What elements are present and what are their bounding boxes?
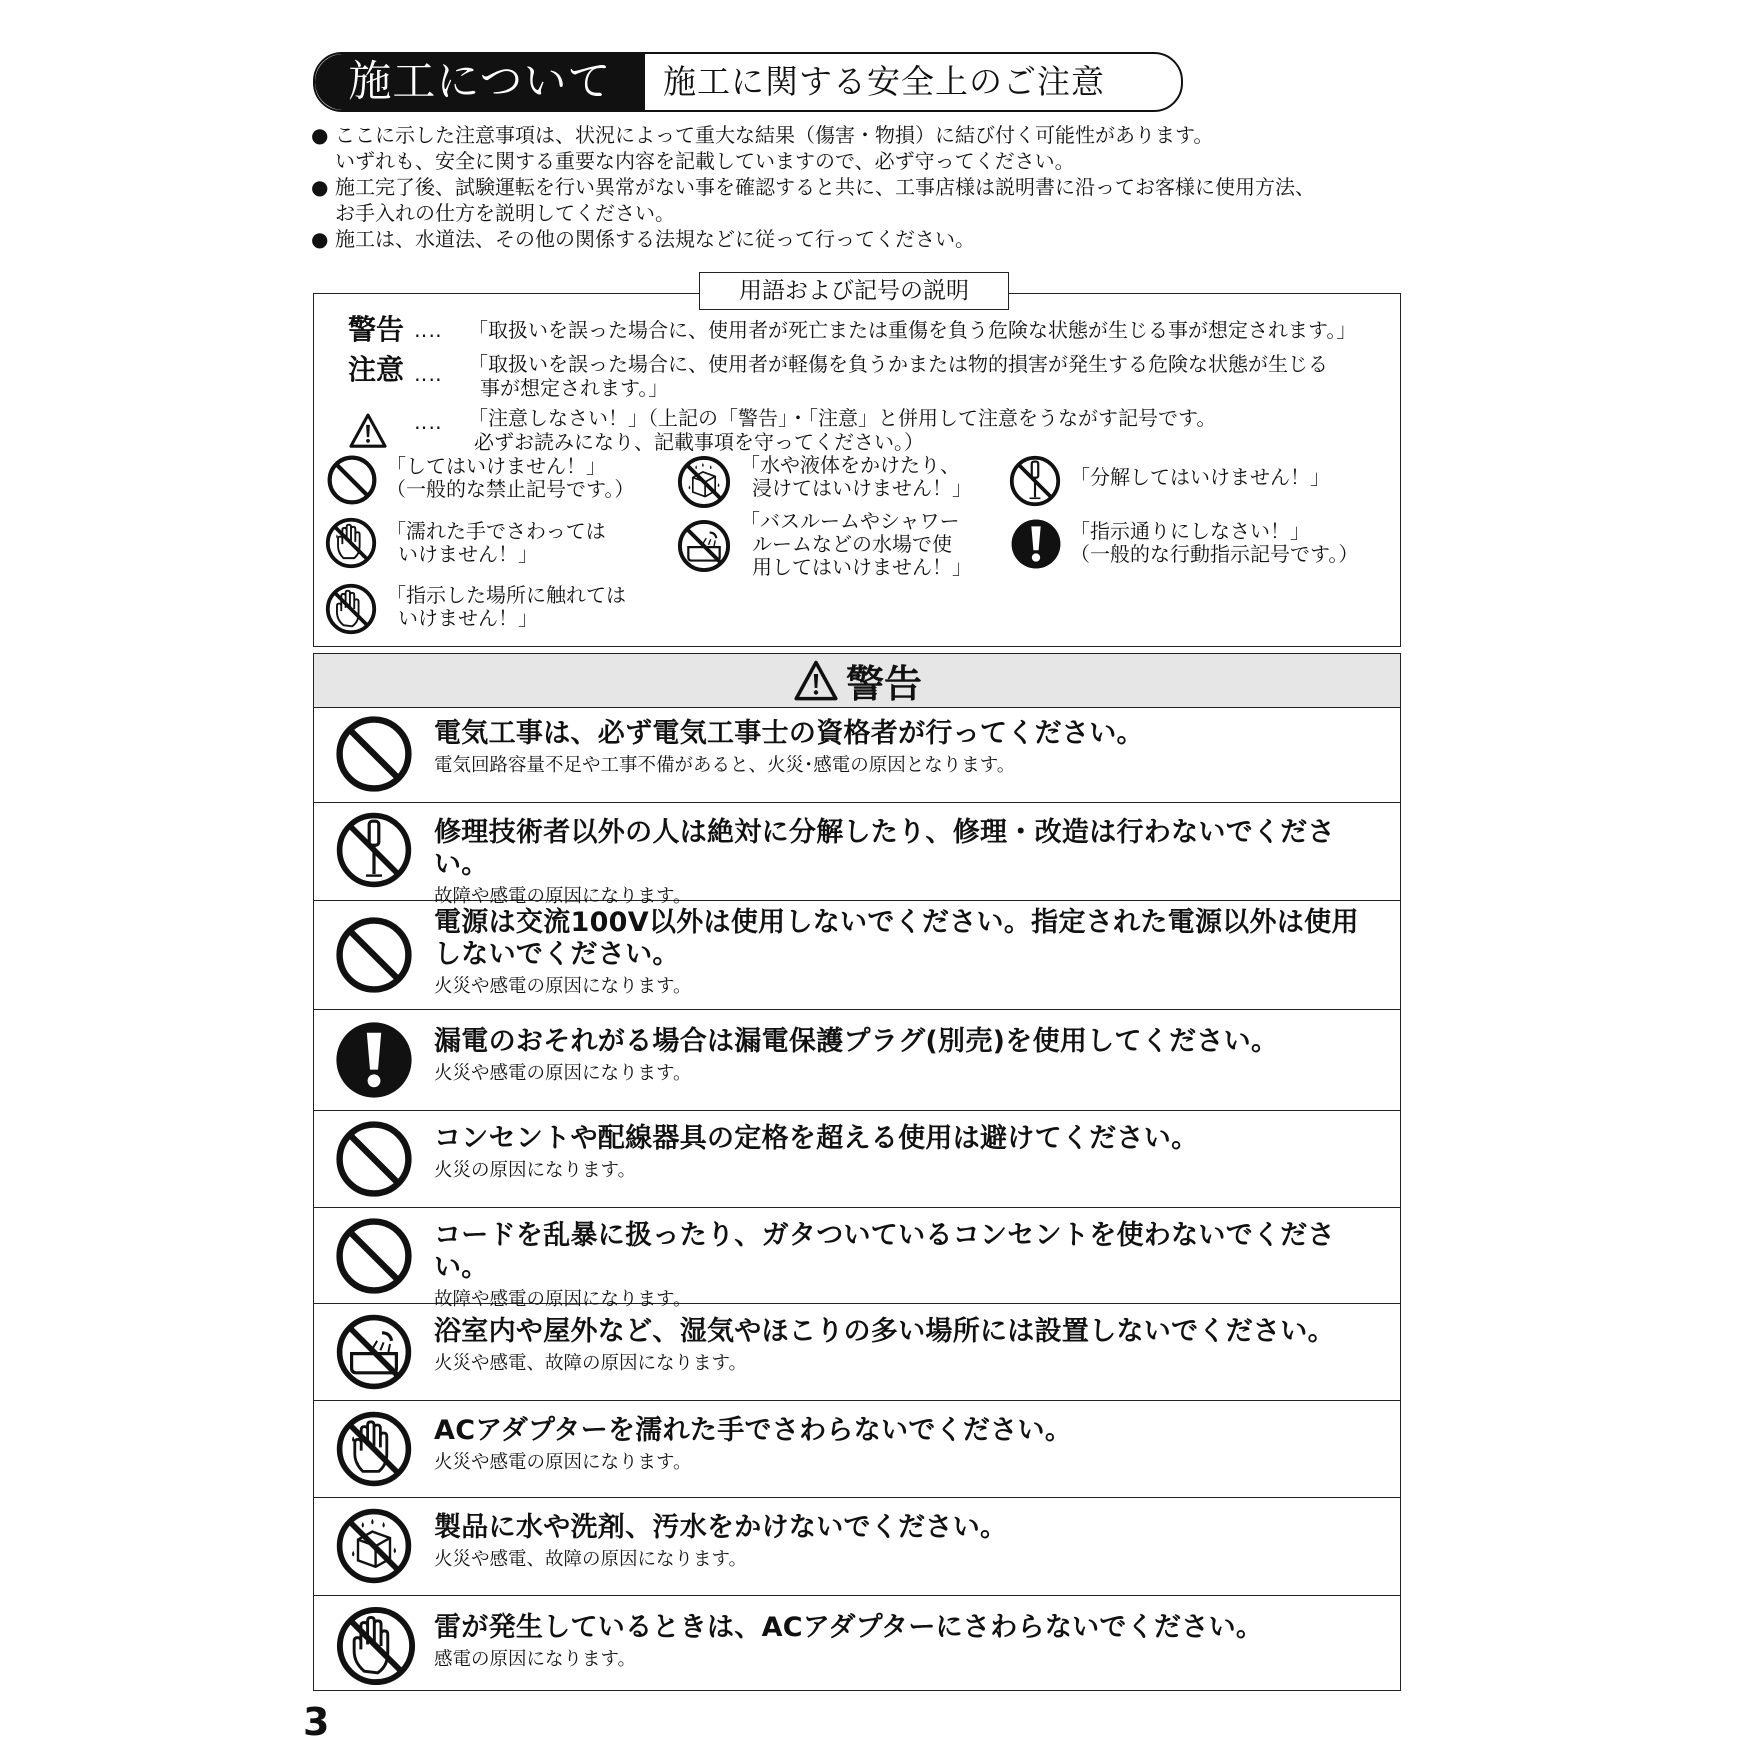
warning-sub: 火災や感電の原因になります。	[434, 1063, 692, 1084]
term-word: 警告	[348, 313, 405, 346]
no-bathroom-icon	[334, 1312, 414, 1392]
symbol-text: いけません！」	[398, 606, 538, 630]
warning-main: 修理技術者以外の人は絶対に分解したり、修理・改造は行わないでください。	[434, 817, 1335, 880]
term-caution-symbol	[348, 406, 1216, 457]
intro-notes	[311, 122, 1411, 252]
warning-main: 雷が発生しているときは、ACアダプターにさわらないでください。	[434, 1612, 1264, 1643]
warning-sub: 感電の原因になります。	[434, 1649, 637, 1670]
symbol-text: いけません！」	[398, 542, 538, 566]
note-2: ● 施工完了後、試験運転を行い異常がない事を確認すると共に、工事店様は説明書に沿ってお客様に使用方法、	[311, 174, 1411, 200]
symbol-text: 「指示通りにしなさい！」	[1070, 519, 1310, 543]
term-text-block	[468, 352, 1328, 400]
warning-sub: 火災や感電の原因になります。	[434, 976, 692, 997]
prohibited-icon	[334, 1119, 414, 1199]
page-number: 3	[303, 1700, 330, 1744]
prohibited-icon	[334, 714, 414, 794]
symbol-text: ルームなどの水場で使	[752, 532, 952, 556]
prohibited-icon	[326, 454, 378, 506]
symbol-text: （一般的な禁止記号です。）	[386, 477, 635, 501]
term-dots: ‥‥	[414, 318, 443, 342]
mandatory-icon	[334, 1020, 414, 1100]
mandatory-icon	[1010, 518, 1062, 570]
no-water-icon	[334, 1506, 414, 1586]
warning-main: 浴室内や屋外など、湿気やほこりの多い場所には設置しないでください。	[434, 1316, 1335, 1347]
warning-row	[314, 1401, 1400, 1498]
legend-symbol	[676, 454, 972, 510]
term-warning	[348, 314, 1356, 346]
legend-symbol	[326, 454, 634, 506]
warning-row	[314, 1208, 1400, 1310]
warning-main: 製品に水や洗剤、汚水をかけないでください。	[434, 1512, 1008, 1543]
warning-header	[314, 654, 1400, 708]
warning-main: 電源は交流100V以外は使用しないでください。指定された電源以外は使用	[434, 907, 1359, 938]
legend-box	[313, 278, 1401, 647]
warning-row	[314, 1304, 1400, 1401]
section-subtitle: 施工に関する安全上のご注意	[663, 62, 1105, 101]
warning-main: コンセントや配線器具の定格を超える使用は避けてください。	[434, 1123, 1199, 1154]
symbol-text: 用してはいけません！」	[752, 555, 972, 579]
legend-symbol	[324, 516, 606, 570]
warning-main: ACアダプターを濡れた手でさわらないでください。	[434, 1415, 1073, 1446]
warning-sub: 故障や感電の原因になります。	[434, 1289, 692, 1310]
warning-sub: 火災や感電、故障の原因になります。	[434, 1549, 748, 1570]
no-touch-icon	[324, 582, 378, 636]
warning-main: 電気工事は、必ず電気工事士の資格者が行ってください。	[434, 718, 1144, 749]
prohibited-icon	[334, 1216, 414, 1296]
warning-sub: 火災や感電、故障の原因になります。	[434, 1353, 748, 1374]
term-text: 「取扱いを誤った場合に、使用者が死亡または重傷を負う危険な状態が生じる事が想定されます。」	[468, 318, 1357, 342]
no-disassembly-icon	[334, 810, 414, 890]
no-wet-hands-icon	[334, 1409, 414, 1489]
caution-triangle-icon	[348, 406, 414, 457]
term-text-block	[468, 406, 1216, 457]
no-water-icon	[676, 454, 732, 510]
warning-main: 漏電のおそれがる場合は漏電保護プラグ(別売)を使用してください。	[434, 1026, 1279, 1057]
symbol-text: 浸けてはいけません！」	[752, 476, 972, 500]
term-text: 「取扱いを誤った場合に、使用者が軽傷を負うかまたは物的損害が発生する危険な状態が生じる	[468, 352, 1328, 376]
no-wet-hands-icon	[324, 516, 378, 570]
warning-row	[314, 1498, 1400, 1596]
note-2-cont: お手入れの仕方を説明してください。	[335, 201, 675, 225]
legend-symbol	[1008, 454, 1330, 508]
section-header	[313, 52, 1183, 112]
warning-row	[314, 1111, 1400, 1208]
symbol-text: 「指示した場所に触れては	[386, 583, 626, 607]
symbol-text: 「水や液体をかけたり、	[740, 453, 960, 477]
warning-main-cont: しないでください。	[434, 939, 680, 970]
warning-main: コードを乱暴に扱ったり、ガタついているコンセントを使わないでください。	[434, 1220, 1335, 1283]
symbol-text: （一般的な行動指示記号です。）	[1070, 542, 1359, 566]
no-bathroom-icon	[676, 518, 732, 574]
no-disassembly-icon	[1008, 454, 1062, 508]
warning-row	[314, 803, 1400, 907]
warning-row	[314, 1596, 1400, 1696]
warning-row	[314, 708, 1400, 803]
symbol-text: 「バスルームやシャワー	[740, 509, 960, 533]
warning-table	[313, 653, 1401, 1691]
note-1-cont: いずれも、安全に関する重要な内容を記載していますので、必ず守ってください。	[335, 149, 1075, 173]
legend-symbol	[1010, 518, 1358, 570]
warning-sub: 火災や感電の原因になります。	[434, 1452, 692, 1473]
term-dots: ‥‥	[414, 362, 443, 386]
warning-row	[314, 1010, 1400, 1111]
warning-sub: 電気回路容量不足や工事不備があると、火災･感電の原因となります。	[434, 755, 1016, 776]
note-3: ● 施工は、水道法、その他の関係する法規などに従って行ってください。	[311, 226, 1411, 252]
caution-triangle-icon	[792, 659, 840, 703]
term-caution	[348, 352, 1328, 400]
term-dots: ‥‥	[414, 410, 443, 434]
term-text-cont: 事が想定されます。」	[480, 376, 669, 400]
term-text: 「注意しなさい！」（上記の「警告」・「注意」と併用して注意をうながす記号です。	[468, 406, 1217, 430]
warning-title: 警告	[845, 662, 922, 706]
symbol-text: 「してはいけません！」	[386, 454, 606, 478]
no-touch-icon	[334, 1604, 418, 1688]
note-1: ● ここに示した注意事項は、状況によって重大な結果（傷害・物損）に結び付く可能性があります。	[311, 122, 1411, 148]
warning-sub: 火災の原因になります。	[434, 1160, 637, 1181]
warning-row	[314, 901, 1400, 1010]
section-label: 施工について	[315, 54, 645, 110]
legend-symbol	[324, 582, 626, 636]
term-word: 注意	[348, 353, 405, 386]
legend-title: 用語および記号の説明	[699, 272, 1009, 310]
prohibited-icon	[334, 915, 414, 995]
term-text-cont: 必ずお読みになり、記載事項を守ってください。）	[474, 430, 924, 454]
symbol-text: 「分解してはいけません！」	[1070, 465, 1330, 489]
legend-symbol	[676, 510, 972, 579]
warning-sub: 故障や感電の原因になります。	[434, 886, 692, 907]
symbol-text: 「濡れた手でさわっては	[386, 519, 606, 543]
